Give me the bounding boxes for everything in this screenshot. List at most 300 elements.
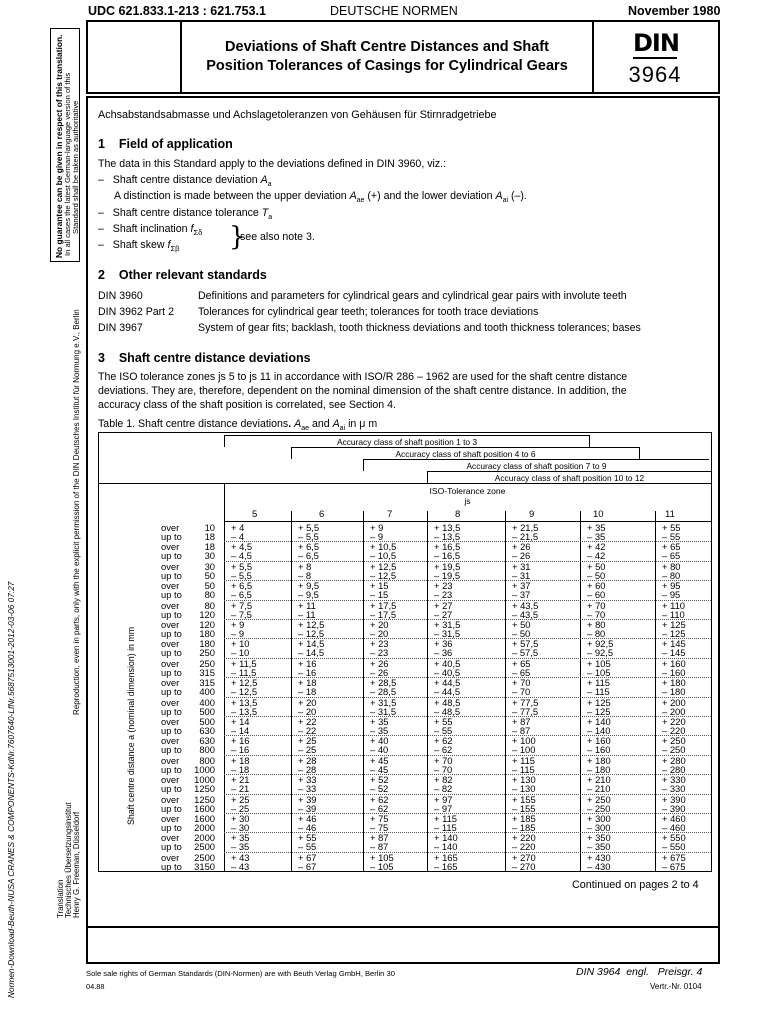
cell-upper-deviation: + 23 bbox=[370, 638, 389, 650]
cell-lower-deviation: – 52 bbox=[370, 783, 389, 795]
cell-upper-deviation: + 125 bbox=[662, 619, 686, 630]
cell-upper-deviation: + 220 bbox=[662, 716, 686, 727]
section-3-heading: 3 Shaft centre distance deviations bbox=[98, 351, 311, 365]
cell-upper-deviation: + 20 bbox=[370, 619, 389, 630]
cell-lower-deviation: – 100 bbox=[512, 744, 536, 756]
dash: – bbox=[98, 223, 104, 235]
cell-lower-deviation: – 105 bbox=[587, 666, 611, 678]
cell-upper-deviation: + 11 bbox=[298, 599, 316, 611]
cell-lower-deviation: – 46 bbox=[298, 822, 317, 833]
cell-upper-deviation: + 12,5 bbox=[298, 619, 325, 630]
cell-upper-deviation: + 22 bbox=[298, 716, 317, 727]
cell-lower-deviation: – 43,5 bbox=[512, 608, 539, 620]
cell-lower-deviation: – 14 bbox=[231, 725, 250, 736]
cell-upper-deviation: + 14,5 bbox=[298, 638, 325, 650]
row-axis-label: Shaft centre distance a (nominal dimension) in mm bbox=[126, 626, 136, 825]
cell-upper-deviation: + 8 bbox=[298, 560, 312, 572]
row-divider bbox=[224, 619, 711, 620]
cell-upper-deviation: + 180 bbox=[662, 677, 686, 689]
table-row bbox=[99, 639, 711, 658]
row-over-label: over bbox=[161, 754, 180, 766]
row-to-value: 2000 bbox=[194, 822, 215, 833]
cell-upper-deviation: + 160 bbox=[587, 735, 611, 747]
row-to-value: 3150 bbox=[194, 860, 215, 872]
section-2-heading: 2 Other relevant standards bbox=[98, 268, 267, 282]
cell-upper-deviation: + 40,5 bbox=[434, 657, 461, 669]
cell-lower-deviation: – 82 bbox=[434, 783, 453, 795]
cell-lower-deviation: – 35 bbox=[370, 725, 389, 736]
cell-lower-deviation: – 23 bbox=[370, 647, 389, 659]
table-row bbox=[99, 698, 711, 717]
row-to-value: 400 bbox=[199, 686, 215, 698]
cell-lower-deviation: – 77,5 bbox=[512, 705, 539, 717]
cell-lower-deviation: – 430 bbox=[587, 860, 611, 872]
row-over-label: over bbox=[161, 735, 180, 747]
note-text-b: (+) and the lower deviation bbox=[367, 190, 493, 202]
row-to-value: 315 bbox=[199, 666, 215, 678]
ref-title: Definitions and parameters for cylindrical gears and cylindrical gear pairs with involute teeth bbox=[198, 290, 627, 302]
cell-lower-deviation: – 42 bbox=[587, 550, 606, 562]
cell-lower-deviation: – 18 bbox=[298, 686, 317, 698]
accuracy-label: Accuracy class of shaft position 10 to 12 bbox=[494, 473, 645, 483]
cell-lower-deviation: – 26 bbox=[512, 550, 531, 562]
footer-preisgr: Preisgr. 4 bbox=[657, 966, 703, 978]
cell-upper-deviation: + 65 bbox=[512, 657, 531, 669]
row-to-value: 2500 bbox=[194, 841, 215, 853]
cell-lower-deviation: – 45 bbox=[370, 763, 389, 775]
row-upto-label: up to bbox=[161, 705, 182, 717]
cell-upper-deviation: + 23 bbox=[434, 580, 453, 592]
table-row bbox=[99, 542, 711, 561]
cell-upper-deviation: + 28,5 bbox=[370, 677, 397, 689]
cell-upper-deviation: + 50 bbox=[587, 560, 606, 572]
row-from-value: 10 bbox=[204, 522, 215, 533]
cell-upper-deviation: + 25 bbox=[298, 735, 317, 747]
row-over-label: over bbox=[161, 619, 180, 630]
footer-engl: engl. bbox=[626, 966, 649, 978]
row-over-label: over bbox=[161, 716, 180, 727]
cell-lower-deviation: – 13,5 bbox=[434, 531, 461, 542]
cell-lower-deviation: – 50 bbox=[512, 628, 531, 639]
cell-upper-deviation: + 330 bbox=[662, 774, 686, 786]
cell-upper-deviation: + 52 bbox=[370, 774, 389, 786]
row-from-value: 120 bbox=[199, 619, 215, 630]
cell-upper-deviation: + 15 bbox=[370, 580, 389, 592]
row-to-value: 18 bbox=[204, 531, 215, 542]
row-over-label: over bbox=[161, 580, 180, 592]
cell-lower-deviation: – 16,5 bbox=[434, 550, 461, 562]
cell-lower-deviation: – 62 bbox=[370, 802, 389, 814]
publisher-label: DEUTSCHE NORMEN bbox=[330, 4, 458, 18]
cell-lower-deviation: – 60 bbox=[587, 589, 606, 601]
cell-lower-deviation: – 11 bbox=[298, 608, 316, 620]
cell-upper-deviation: + 43 bbox=[231, 851, 250, 863]
cell-upper-deviation: + 7,5 bbox=[231, 599, 253, 611]
cell-upper-deviation: + 220 bbox=[512, 832, 536, 844]
ref-title: System of gear fits; backlash, tooth thickness deviations and tooth thickness tolerances; bases bbox=[198, 322, 641, 334]
cell-lower-deviation: – 31,5 bbox=[434, 628, 461, 639]
cell-upper-deviation: + 100 bbox=[512, 735, 536, 747]
row-from-value: 180 bbox=[199, 638, 215, 650]
cell-lower-deviation: – 11,5 bbox=[231, 666, 257, 678]
row-over-label: over bbox=[161, 638, 180, 650]
cell-upper-deviation: + 18 bbox=[298, 677, 317, 689]
cell-lower-deviation: – 4 bbox=[231, 531, 245, 542]
cell-upper-deviation: + 35 bbox=[231, 832, 250, 844]
cell-lower-deviation: – 140 bbox=[434, 841, 458, 853]
cell-lower-deviation: – 12,5 bbox=[370, 569, 397, 581]
cell-lower-deviation: – 350 bbox=[587, 841, 611, 853]
cell-lower-deviation: – 250 bbox=[587, 802, 611, 814]
cell-upper-deviation: + 12,5 bbox=[370, 560, 397, 572]
row-from-value: 500 bbox=[199, 716, 215, 727]
cell-lower-deviation: – 65 bbox=[662, 550, 681, 562]
footer-vertr: Vertr.-Nr. 0104 bbox=[650, 982, 702, 991]
cell-upper-deviation: + 125 bbox=[587, 696, 611, 708]
cell-upper-deviation: + 28 bbox=[298, 754, 317, 766]
symbol: A bbox=[332, 418, 340, 430]
cell-lower-deviation: – 25 bbox=[231, 802, 250, 814]
cell-upper-deviation: + 67 bbox=[298, 851, 317, 863]
row-divider bbox=[224, 794, 711, 795]
cell-lower-deviation: – 9 bbox=[231, 628, 245, 639]
cell-lower-deviation: – 210 bbox=[587, 783, 611, 795]
cell-upper-deviation: + 70 bbox=[587, 599, 606, 611]
cell-lower-deviation: – 4,5 bbox=[231, 550, 252, 562]
symbol: A bbox=[294, 418, 302, 430]
cell-upper-deviation: + 60 bbox=[587, 580, 606, 592]
cell-lower-deviation: – 75 bbox=[370, 822, 389, 833]
cell-upper-deviation: + 17,5 bbox=[370, 599, 397, 611]
cell-lower-deviation: – 43 bbox=[231, 860, 250, 872]
cell-lower-deviation: – 165 bbox=[434, 860, 458, 872]
row-to-value: 250 bbox=[199, 647, 215, 659]
cell-lower-deviation: – 65 bbox=[512, 666, 531, 678]
row-upto-label: up to bbox=[161, 783, 182, 795]
cell-upper-deviation: + 45 bbox=[370, 754, 389, 766]
row-from-value: 315 bbox=[199, 677, 215, 689]
cell-upper-deviation: + 50 bbox=[512, 619, 531, 630]
row-to-value: 30 bbox=[204, 550, 215, 562]
cell-upper-deviation: + 37 bbox=[512, 580, 531, 592]
cell-lower-deviation: – 80 bbox=[662, 569, 681, 581]
row-from-value: 800 bbox=[199, 754, 215, 766]
cell-lower-deviation: – 87 bbox=[512, 725, 531, 736]
cell-upper-deviation: + 39 bbox=[298, 793, 317, 805]
row-from-value: 18 bbox=[204, 541, 215, 553]
row-from-value: 2000 bbox=[194, 832, 215, 844]
cell-upper-deviation: + 9 bbox=[370, 522, 384, 533]
translation-line-2: Technisches Übersetzungsinstitut bbox=[64, 802, 73, 918]
table-row bbox=[99, 601, 711, 620]
warning-line-1: No guarantee can be given in respect of this translation. bbox=[54, 34, 64, 258]
row-divider bbox=[224, 561, 711, 562]
cell-lower-deviation: – 18 bbox=[231, 763, 250, 775]
cell-upper-deviation: + 18 bbox=[231, 754, 250, 766]
cell-upper-deviation: + 270 bbox=[512, 851, 536, 863]
column-header-5: 5 bbox=[252, 509, 258, 520]
see-also-note: see also note 3. bbox=[240, 231, 315, 243]
udc-label: UDC 621.833.1-213 : 621.753.1 bbox=[88, 4, 266, 18]
row-divider bbox=[224, 697, 711, 698]
row-to-value: 120 bbox=[199, 608, 215, 620]
dash: – bbox=[98, 239, 104, 251]
row-upto-label: up to bbox=[161, 822, 182, 833]
cell-upper-deviation: + 10 bbox=[231, 638, 250, 650]
cell-lower-deviation: – 200 bbox=[662, 705, 686, 717]
cell-lower-deviation: – 7,5 bbox=[231, 608, 252, 620]
cell-upper-deviation: + 550 bbox=[662, 832, 686, 844]
section-3-paragraph bbox=[98, 370, 718, 412]
cell-upper-deviation: + 42 bbox=[587, 541, 606, 553]
iso-zone-text: ISO-Tolerance zone bbox=[429, 486, 506, 496]
cell-upper-deviation: + 460 bbox=[662, 813, 686, 824]
cell-lower-deviation: – 97 bbox=[434, 802, 453, 814]
ref-title: Tolerances for cylindrical gear teeth; tolerances for tooth trace deviations bbox=[198, 306, 539, 318]
row-to-value: 500 bbox=[199, 705, 215, 717]
cell-lower-deviation: – 13,5 bbox=[231, 705, 258, 717]
cell-lower-deviation: – 12,5 bbox=[298, 628, 325, 639]
cell-upper-deviation: + 31,5 bbox=[434, 619, 461, 630]
row-from-value: 1000 bbox=[194, 774, 215, 786]
row-upto-label: up to bbox=[161, 744, 182, 756]
cell-lower-deviation: – 35 bbox=[231, 841, 250, 853]
row-divider bbox=[224, 735, 711, 736]
cell-upper-deviation: + 12,5 bbox=[231, 677, 258, 689]
continued-note: Continued on pages 2 to 4 bbox=[572, 879, 699, 891]
cell-lower-deviation: – 125 bbox=[587, 705, 611, 717]
symbol-subscript: ae bbox=[301, 425, 309, 433]
cell-upper-deviation: + 350 bbox=[587, 832, 611, 844]
cell-upper-deviation: + 16,5 bbox=[434, 541, 461, 553]
symbol-subscript: a bbox=[267, 181, 272, 189]
cell-lower-deviation: – 23 bbox=[434, 589, 453, 601]
ref-code: DIN 3962 Part 2 bbox=[98, 306, 174, 318]
column-header-6: 6 bbox=[319, 509, 325, 520]
cell-upper-deviation: + 95 bbox=[662, 580, 681, 592]
table-row bbox=[99, 717, 711, 736]
cell-upper-deviation: + 26 bbox=[370, 657, 389, 669]
cell-upper-deviation: + 55 bbox=[298, 832, 317, 844]
row-from-value: 400 bbox=[199, 696, 215, 708]
cell-lower-deviation: – 17,5 bbox=[370, 608, 397, 620]
cell-upper-deviation: + 26 bbox=[512, 541, 531, 553]
cell-upper-deviation: + 200 bbox=[662, 696, 686, 708]
row-from-value: 1250 bbox=[194, 793, 215, 805]
bullet-text: Shaft skew bbox=[112, 239, 165, 251]
para-line-3: accuracy class of the shaft position is correlated, see Section 4. bbox=[98, 399, 396, 411]
table-row bbox=[99, 736, 711, 755]
cell-upper-deviation: + 430 bbox=[587, 851, 611, 863]
cell-lower-deviation: – 220 bbox=[662, 725, 686, 736]
cell-lower-deviation: – 10,5 bbox=[370, 550, 397, 562]
standard-ref-2 bbox=[98, 305, 708, 319]
row-over-label: over bbox=[161, 677, 180, 689]
cell-lower-deviation: – 6,5 bbox=[298, 550, 319, 562]
cell-lower-deviation: – 5,5 bbox=[298, 531, 319, 542]
cell-lower-deviation: – 130 bbox=[512, 783, 536, 795]
cell-upper-deviation: + 62 bbox=[370, 793, 389, 805]
cell-upper-deviation: + 75 bbox=[370, 813, 389, 824]
cell-lower-deviation: – 80 bbox=[587, 628, 606, 639]
cell-lower-deviation: – 115 bbox=[512, 763, 535, 775]
cell-lower-deviation: – 28 bbox=[298, 763, 317, 775]
cell-lower-deviation: – 20 bbox=[370, 628, 389, 639]
cell-upper-deviation: + 180 bbox=[587, 754, 611, 766]
cell-upper-deviation: + 10,5 bbox=[370, 541, 397, 553]
row-to-value: 180 bbox=[199, 628, 215, 639]
cell-upper-deviation: + 25 bbox=[231, 793, 250, 805]
cell-lower-deviation: – 55 bbox=[662, 531, 681, 542]
cell-upper-deviation: + 105 bbox=[370, 851, 394, 863]
cell-lower-deviation: – 160 bbox=[662, 666, 686, 678]
cell-upper-deviation: + 145 bbox=[662, 638, 686, 650]
cell-upper-deviation: + 70 bbox=[434, 754, 453, 766]
cell-upper-deviation: + 19,5 bbox=[434, 560, 461, 572]
row-from-value: 1600 bbox=[194, 813, 215, 824]
cell-lower-deviation: – 35 bbox=[587, 531, 606, 542]
cell-lower-deviation: – 40,5 bbox=[434, 666, 461, 678]
cell-lower-deviation: – 460 bbox=[662, 822, 686, 833]
cell-upper-deviation: + 35 bbox=[370, 716, 389, 727]
iso-zone-label bbox=[224, 486, 711, 506]
body-frame-rule bbox=[86, 926, 720, 928]
cell-upper-deviation: + 33 bbox=[298, 774, 317, 786]
cell-lower-deviation: – 8 bbox=[298, 569, 312, 581]
table-row bbox=[99, 659, 711, 678]
table-row bbox=[99, 620, 711, 639]
row-over-label: over bbox=[161, 813, 180, 824]
cell-upper-deviation: + 57,5 bbox=[512, 638, 539, 650]
table-row bbox=[99, 795, 711, 814]
table-caption: Table 1. Shaft centre distance deviations. $A_{ae}$ and $A_{ai}$ in μ m bbox=[98, 418, 378, 433]
row-from-value: 30 bbox=[204, 560, 215, 572]
cell-upper-deviation: + 250 bbox=[587, 793, 611, 805]
cell-lower-deviation: – 87 bbox=[370, 841, 389, 853]
cell-upper-deviation: + 20 bbox=[298, 696, 317, 708]
row-upto-label: up to bbox=[161, 860, 182, 872]
cell-lower-deviation: – 21,5 bbox=[512, 531, 539, 542]
cell-lower-deviation: – 15 bbox=[370, 589, 389, 601]
cell-upper-deviation: + 92,5 bbox=[587, 638, 614, 650]
row-divider bbox=[224, 600, 711, 601]
cell-lower-deviation: – 115 bbox=[434, 822, 457, 833]
cell-upper-deviation: + 30 bbox=[231, 813, 250, 824]
cell-upper-deviation: + 14 bbox=[231, 716, 250, 727]
symbol-subscript: a bbox=[268, 214, 273, 222]
symbol-subscript: ai bbox=[339, 425, 346, 433]
dash: – bbox=[98, 207, 104, 219]
cell-upper-deviation: + 390 bbox=[662, 793, 686, 805]
table-row bbox=[99, 562, 711, 581]
cell-lower-deviation: – 44,5 bbox=[434, 686, 461, 698]
note-text-c: (–). bbox=[510, 190, 527, 202]
cell-upper-deviation: + 5,5 bbox=[298, 522, 320, 533]
cell-upper-deviation: + 80 bbox=[662, 560, 681, 572]
symbol: A bbox=[260, 174, 268, 186]
cell-upper-deviation: + 43,5 bbox=[512, 599, 539, 611]
row-upto-label: up to bbox=[161, 531, 182, 542]
row-upto-label: up to bbox=[161, 841, 182, 853]
accuracy-class-1-3 bbox=[224, 435, 590, 447]
symbol: A bbox=[349, 190, 357, 202]
cell-lower-deviation: – 33 bbox=[298, 783, 317, 795]
cell-upper-deviation: + 9 bbox=[231, 619, 245, 630]
row-divider bbox=[224, 541, 711, 542]
row-from-value: 80 bbox=[204, 599, 215, 611]
row-divider bbox=[224, 716, 711, 717]
row-divider bbox=[224, 580, 711, 581]
cell-lower-deviation: – 22 bbox=[298, 725, 317, 736]
cell-lower-deviation: – 31 bbox=[512, 569, 531, 581]
row-from-value: 250 bbox=[199, 657, 215, 669]
row-divider bbox=[224, 638, 711, 639]
cell-upper-deviation: + 115 bbox=[434, 813, 458, 824]
accuracy-class-4-6 bbox=[291, 447, 640, 459]
row-upto-label: up to bbox=[161, 802, 182, 814]
cell-lower-deviation: – 180 bbox=[587, 763, 611, 775]
cell-lower-deviation: – 140 bbox=[587, 725, 611, 736]
cell-lower-deviation: – 40 bbox=[370, 744, 389, 756]
cell-lower-deviation: – 9 bbox=[370, 531, 384, 542]
cell-lower-deviation: – 300 bbox=[587, 822, 611, 833]
translation-line-3: Henry G. Freeman, Düsseldorf bbox=[72, 811, 81, 918]
cell-upper-deviation: + 82 bbox=[434, 774, 453, 786]
cell-upper-deviation: + 48,5 bbox=[434, 696, 461, 708]
cell-lower-deviation: – 70 bbox=[512, 686, 531, 698]
section-1-heading: 1 Field of application bbox=[98, 137, 233, 151]
row-to-value: 1600 bbox=[194, 802, 215, 814]
table-row bbox=[99, 756, 711, 775]
row-over-label: over bbox=[161, 657, 180, 669]
cell-upper-deviation: + 36 bbox=[434, 638, 453, 650]
row-to-value: 80 bbox=[204, 589, 215, 601]
row-over-label: over bbox=[161, 696, 180, 708]
cell-upper-deviation: + 80 bbox=[587, 619, 606, 630]
column-header-9: 9 bbox=[529, 509, 535, 520]
symbol-subscript: ai bbox=[502, 197, 509, 205]
cell-lower-deviation: – 16 bbox=[231, 744, 250, 756]
row-upto-label: up to bbox=[161, 628, 182, 639]
title-line-1: Deviations of Shaft Centre Distances and Shaft bbox=[225, 39, 549, 55]
caption-and: and bbox=[311, 418, 330, 430]
cell-lower-deviation: – 37 bbox=[512, 589, 531, 601]
row-upto-label: up to bbox=[161, 666, 182, 678]
cell-lower-deviation: – 145 bbox=[662, 647, 686, 659]
note-text-a: A distinction is made between the upper deviation bbox=[114, 190, 347, 202]
row-to-value: 1000 bbox=[194, 763, 215, 775]
cell-lower-deviation: – 55 bbox=[434, 725, 453, 736]
cell-upper-deviation: + 140 bbox=[434, 832, 458, 844]
cell-lower-deviation: – 30 bbox=[231, 822, 250, 833]
column-header-10: 10 bbox=[593, 509, 604, 520]
para-line-1: The ISO tolerance zones js 5 to js 11 in accordance with ISO/R 286 – 1962 are used for the shaft centre distance bbox=[98, 371, 628, 383]
table-row bbox=[99, 814, 711, 833]
ref-code: DIN 3967 bbox=[98, 322, 143, 334]
reproduction-notice: Reproduction, even in parts, only with the explicit permission of the DIN Deutsches Institut für Normung e.V., Berlin bbox=[72, 309, 81, 715]
cell-upper-deviation: + 5,5 bbox=[231, 560, 253, 572]
cell-lower-deviation: – 16 bbox=[298, 666, 317, 678]
row-divider bbox=[224, 658, 711, 659]
row-over-label: over bbox=[161, 793, 180, 805]
row-over-label: over bbox=[161, 522, 180, 533]
cell-upper-deviation: + 97 bbox=[434, 793, 453, 805]
cell-lower-deviation: – 6,5 bbox=[231, 589, 252, 601]
cell-lower-deviation: – 12,5 bbox=[231, 686, 258, 698]
cell-upper-deviation: + 9,5 bbox=[298, 580, 320, 592]
row-upto-label: up to bbox=[161, 725, 182, 736]
cell-upper-deviation: + 115 bbox=[512, 754, 536, 766]
